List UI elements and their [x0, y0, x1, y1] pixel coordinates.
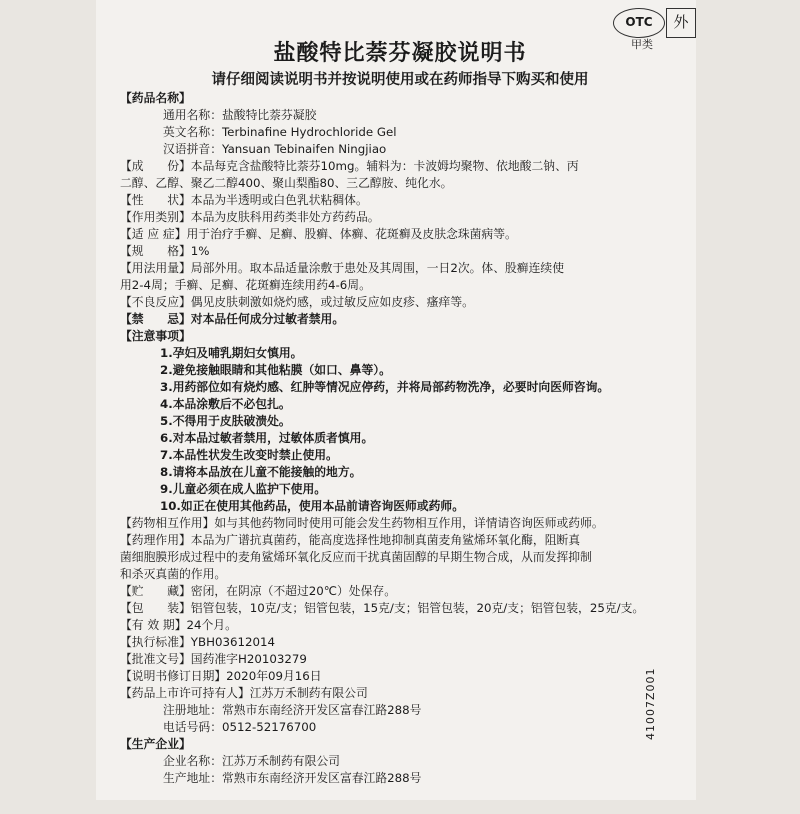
precaution-item: 10.如正在使用其他药品，使用本品前请咨询医师或药师。 — [160, 499, 465, 513]
standard: 【执行标准】YBH03612014 — [120, 635, 275, 649]
precaution-item: 2.避免接触眼睛和其他粘膜（如口、鼻等）。 — [160, 363, 391, 377]
category: 【作用类别】本品为皮肤科用药类非处方药药品。 — [120, 210, 380, 224]
section-precautions: 【注意事项】 — [120, 329, 191, 343]
dosage-line-1: 【用法用量】局部外用。取本品适量涂敷于患处及其周围，一日2次。体、股癣连续使 — [120, 261, 564, 275]
pinyin-name: 汉语拼音：Yansuan Tebinaifen Ningjiao — [163, 142, 387, 156]
english-name: 英文名称：Terbinafine Hydrochloride Gel — [163, 125, 397, 139]
precaution-item: 4.本品涂敷后不必包扎。 — [160, 397, 291, 411]
precaution-item: 5.不得用于皮肤破溃处。 — [160, 414, 291, 428]
precaution-item: 7.本品性状发生改变时禁止使用。 — [160, 448, 338, 462]
pharmacology-line-2: 菌细胞膜形成过程中的麦角鲨烯环氧化反应而干扰真菌固醇的早期生物合成，从而发挥抑制 — [120, 550, 592, 564]
document-title: 盐酸特比萘芬凝胶说明书 — [273, 40, 527, 66]
pharmacology-line-1: 【药理作用】本品为广谱抗真菌药，能高度选择性地抑制真菌麦角鲨烯环氧化酶，阻断真 — [120, 533, 581, 547]
strength: 【规 格】1% — [120, 244, 210, 258]
approval-number: 【批准文号】国药准字H20103279 — [120, 652, 307, 666]
license-holder: 【药品上市许可持有人】江苏万禾制药有限公司 — [120, 686, 368, 700]
precaution-item: 1.孕妇及哺乳期妇女慎用。 — [160, 346, 303, 360]
contraindications: 【禁 忌】对本品任何成分过敏者禁用。 — [120, 312, 345, 326]
manufacturer-address: 生产地址：常熟市东南经济开发区富春江路288号 — [163, 771, 422, 785]
composition-line-2: 二醇、乙醇、聚乙二醇400、聚山梨酯80、三乙醇胺、纯化水。 — [120, 176, 453, 190]
external-use-badge: 外 — [666, 8, 696, 38]
dosage-line-2: 用2-4周；手癣、足癣、花斑癣连续用药4-6周。 — [120, 278, 371, 292]
side-code: 41007Z001 — [644, 667, 657, 740]
otc-badge: OTC — [613, 8, 665, 38]
precaution-item: 3.用药部位如有烧灼感、红肿等情况应停药，并将局部药物洗净，必要时向医师咨询。 — [160, 380, 610, 394]
holder-phone: 电话号码：0512-52176700 — [163, 720, 317, 734]
composition-line-1: 【成 份】本品每克含盐酸特比萘芬10mg。辅料为：卡波姆均聚物、依地酸二钠、丙 — [120, 159, 579, 173]
packaging: 【包 装】铝管包装，10克/支；铝管包装，15克/支；铝管包装，20克/支；铝管包装，25克/支。 — [120, 601, 645, 615]
section-manufacturer: 【生产企业】 — [120, 737, 191, 751]
storage: 【贮 藏】密闭，在阴凉（不超过20℃）处保存。 — [120, 584, 396, 598]
shelf-life: 【有 效 期】24个月。 — [120, 618, 237, 632]
section-drug-name: 【药品名称】 — [120, 91, 191, 105]
adverse-reactions: 【不良反应】偶见皮肤刺激如烧灼感，或过敏反应如皮疹、瘙痒等。 — [120, 295, 474, 309]
registered-address: 注册地址：常熟市东南经济开发区富春江路288号 — [163, 703, 422, 717]
precaution-item: 6.对本品过敏者禁用，过敏体质者慎用。 — [160, 431, 374, 445]
description: 【性 状】本品为半透明或白色乳状粘稠体。 — [120, 193, 368, 207]
generic-name: 通用名称：盐酸特比萘芬凝胶 — [163, 108, 317, 122]
precaution-item: 8.请将本品放在儿童不能接触的地方。 — [160, 465, 362, 479]
drug-interactions: 【药物相互作用】如与其他药物同时使用可能会发生药物相互作用，详情请咨询医师或药师。 — [120, 516, 604, 530]
contact-note — [163, 797, 723, 814]
precaution-item: 9.儿童必须在成人监护下使用。 — [160, 482, 327, 496]
indications: 【适 应 症】用于治疗手癣、足癣、股癣、体癣、花斑癣及皮肤念珠菌病等。 — [120, 227, 517, 241]
pharmacology-line-3: 和杀灭真菌的作用。 — [120, 567, 227, 581]
otc-class-label: 甲类 — [631, 38, 653, 51]
document-subtitle: 请仔细阅读说明书并按说明使用或在药师指导下购买和使用 — [211, 72, 589, 88]
manufacturer-name: 企业名称：江苏万禾制药有限公司 — [163, 754, 340, 768]
revision-date: 【说明书修订日期】2020年09月16日 — [120, 669, 322, 683]
